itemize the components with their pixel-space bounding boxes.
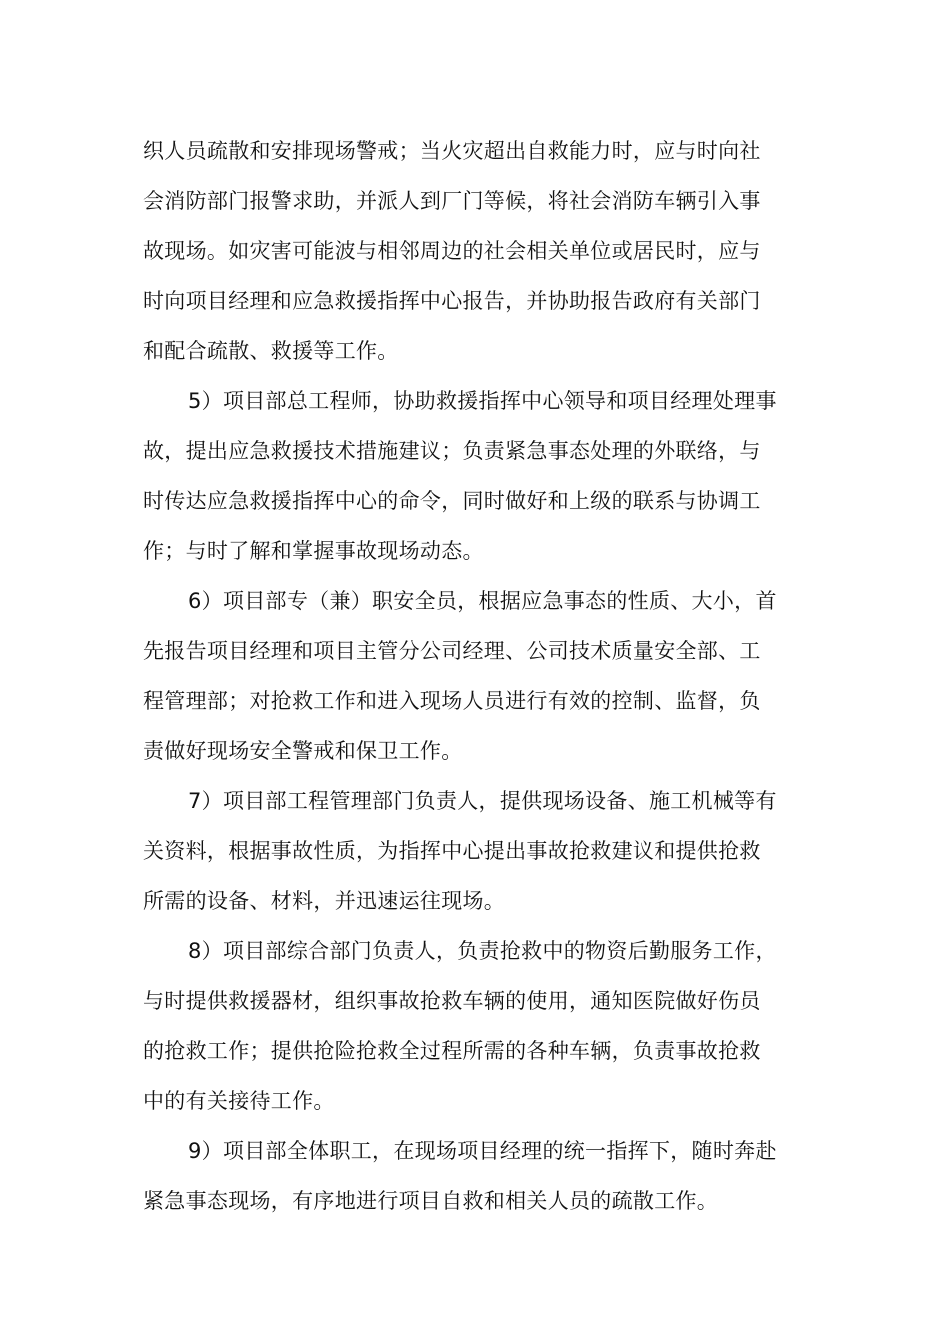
- text-line: 作；与时了解和掌握事故现场动态。: [143, 539, 484, 563]
- paragraph-9-first-line: 9）项目部全体职工，在现场项目经理的统一指挥下，随时奔赴: [188, 1139, 777, 1163]
- text-line: 时传达应急救援指挥中心的命令，同时做好和上级的联系与协调工: [143, 489, 761, 513]
- paragraph-8-first-line: 8）项目部综合部门负责人，负责抢救中的物资后勤服务工作，: [188, 939, 777, 963]
- text-line: 责做好现场安全警戒和保卫工作。: [143, 739, 463, 763]
- text-line: 关资料，根据事故性质，为指挥中心提出事故抢救建议和提供抢救: [143, 839, 761, 863]
- paragraph-5-first-line: 5）项目部总工程师，协助救援指挥中心领导和项目经理处理事: [188, 389, 777, 413]
- text-line: 与时提供救援器材，组织事故抢救车辆的使用，通知医院做好伤员: [143, 989, 761, 1013]
- paragraph-6-first-line: 6）项目部专（兼）职安全员，根据应急事态的性质、大小，首: [188, 589, 777, 613]
- text-line: 先报告项目经理和项目主管分公司经理、公司技术质量安全部、工: [143, 639, 761, 663]
- text-line: 和配合疏散、救援等工作。: [143, 339, 399, 363]
- text-line: 紧急事态现场，有序地进行项目自救和相关人员的疏散工作。: [143, 1189, 719, 1213]
- text-line: 时向项目经理和应急救援指挥中心报告，并协助报告政府有关部门: [143, 289, 761, 313]
- text-line: 所需的设备、材料，并迅速运往现场。: [143, 889, 506, 913]
- text-line: 中的有关接待工作。: [143, 1089, 335, 1113]
- text-line: 故现场。如灾害可能波与相邻周边的社会相关单位或居民时，应与: [143, 239, 761, 263]
- paragraph-7-first-line: 7）项目部工程管理部门负责人，提供现场设备、施工机械等有: [188, 789, 777, 813]
- text-line: 的抢救工作；提供抢险抢救全过程所需的各种车辆，负责事故抢救: [143, 1039, 761, 1063]
- text-line: 故，提出应急救援技术措施建议；负责紧急事态处理的外联络，与: [143, 439, 761, 463]
- text-line: 织人员疏散和安排现场警戒；当火灾超出自救能力时，应与时向社: [143, 139, 761, 163]
- text-line: 会消防部门报警求助，并派人到厂门等候，将社会消防车辆引入事: [143, 189, 761, 213]
- text-line: 程管理部；对抢救工作和进入现场人员进行有效的控制、监督，负: [143, 689, 761, 713]
